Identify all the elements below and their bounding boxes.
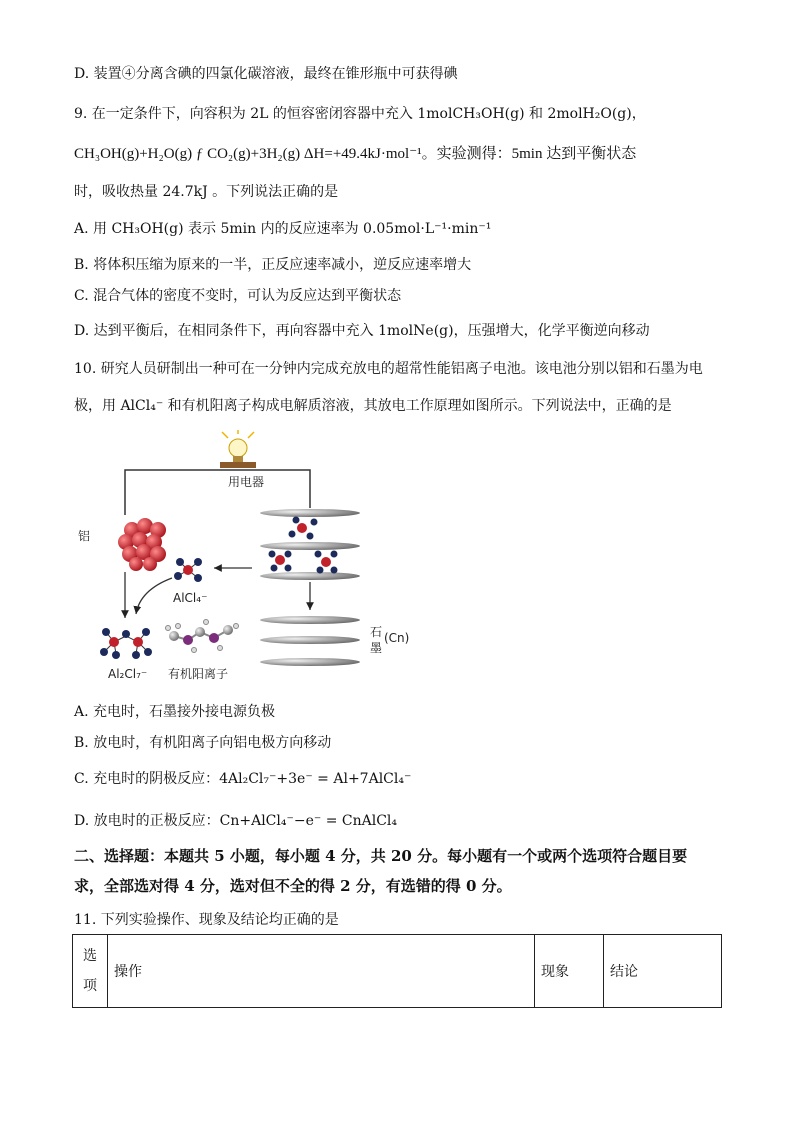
light-bulb-icon <box>220 430 256 468</box>
col-operation-header: 操作 <box>108 935 535 1008</box>
q10-stem-line1: 10. 研究人员研制出一种可在一分钟内完成充放电的超常性能铝离子电池。该电池分别以铝和石墨为电 <box>74 361 703 377</box>
q11-table <box>72 934 722 1008</box>
q10-option-a: A. 充电时，石墨接外接电源负极 <box>74 704 276 720</box>
col-option-header: 选 项 <box>73 935 108 1008</box>
col-conclusion-header: 结论 <box>604 935 722 1008</box>
q9-option-d: D. 达到平衡后，在相同条件下，再向容器中充入 1molNe(g)，压强增大，化学平衡逆向移动 <box>74 323 650 339</box>
q11-stem: 11. 下列实验操作、现象及结论均正确的是 <box>74 912 339 928</box>
q10-option-c: C. 充电时的阴极反应：4Al₂Cl₇⁻+3e⁻ = Al+7AlCl₄⁻ <box>74 771 412 787</box>
organic-cation <box>166 620 239 653</box>
graphite-label-2: 墨 <box>370 641 383 655</box>
q10-stem-line2: 极，用 AlCl₄⁻ 和有机阳离子构成电解质溶液，其放电工作原理如图所示。下列说法中，正确的是 <box>74 398 672 414</box>
battery-diagram <box>70 430 430 695</box>
al2cl7-ion <box>100 628 152 659</box>
graphite-label-1: 石 <box>370 625 383 639</box>
q9-stem-line3: 时，吸收热量 24.7kJ 。下列说法正确的是 <box>74 184 339 200</box>
section2-heading-line1: 二、选择题：本题共 5 小题，每小题 4 分，共 20 分。每小题有一个或两个选项符合题目要 <box>74 847 688 865</box>
col-phenomenon-header: 现象 <box>535 935 604 1008</box>
section2-heading-line2: 求，全部选对得 4 分，选对但不全的得 2 分，有选错的得 0 分。 <box>74 877 512 895</box>
alcl4-ion <box>174 558 202 582</box>
q9-stem-line1: 9. 在一定条件下，向容积为 2L 的恒容密闭容器中充入 1molCH₃OH(g) 和 2molH₂O(g)， <box>74 106 646 122</box>
al2cl7-label: Al₂Cl₇⁻ <box>108 667 148 681</box>
q9-option-c: C. 混合气体的密度不变时，可认为反应达到平衡状态 <box>74 288 402 304</box>
aluminum-electrode <box>118 518 166 571</box>
graphite-formula: (Cn) <box>384 631 410 645</box>
q8-option-d: D. 装置④分离含碘的四氯化碳溶液，最终在锥形瓶中可获得碘 <box>74 66 458 82</box>
q9-equation-line: CH₃OH(g)+H₂O(g) ƒ CO₂(g)+3H₂(g) ΔH=+49.4kJ·mol⁻¹。实验测得：5min 达到平衡状态 <box>74 146 637 162</box>
appliance-label: 用电器 <box>228 475 265 489</box>
circuit-wire <box>125 470 310 515</box>
q9-option-b: B. 将体积压缩为原来的一半，正反应速率减小，逆反应速率增大 <box>74 257 472 273</box>
aluminum-label: 铝 <box>78 529 91 543</box>
table-header-row <box>73 935 722 1008</box>
q9-option-a: A. 用 CH₃OH(g) 表示 5min 内的反应速率为 0.05mol·L⁻¹·min⁻¹ <box>74 221 492 237</box>
q10-option-d: D. 放电时的正极反应：Cn+AlCl₄⁻−e⁻ = CnAlCl₄ <box>74 813 398 829</box>
organic-cation-label: 有机阳离子 <box>168 667 229 681</box>
alcl4-label: AlCl₄⁻ <box>173 591 208 605</box>
q10-option-b: B. 放电时，有机阳离子向铝电极方向移动 <box>74 735 332 751</box>
